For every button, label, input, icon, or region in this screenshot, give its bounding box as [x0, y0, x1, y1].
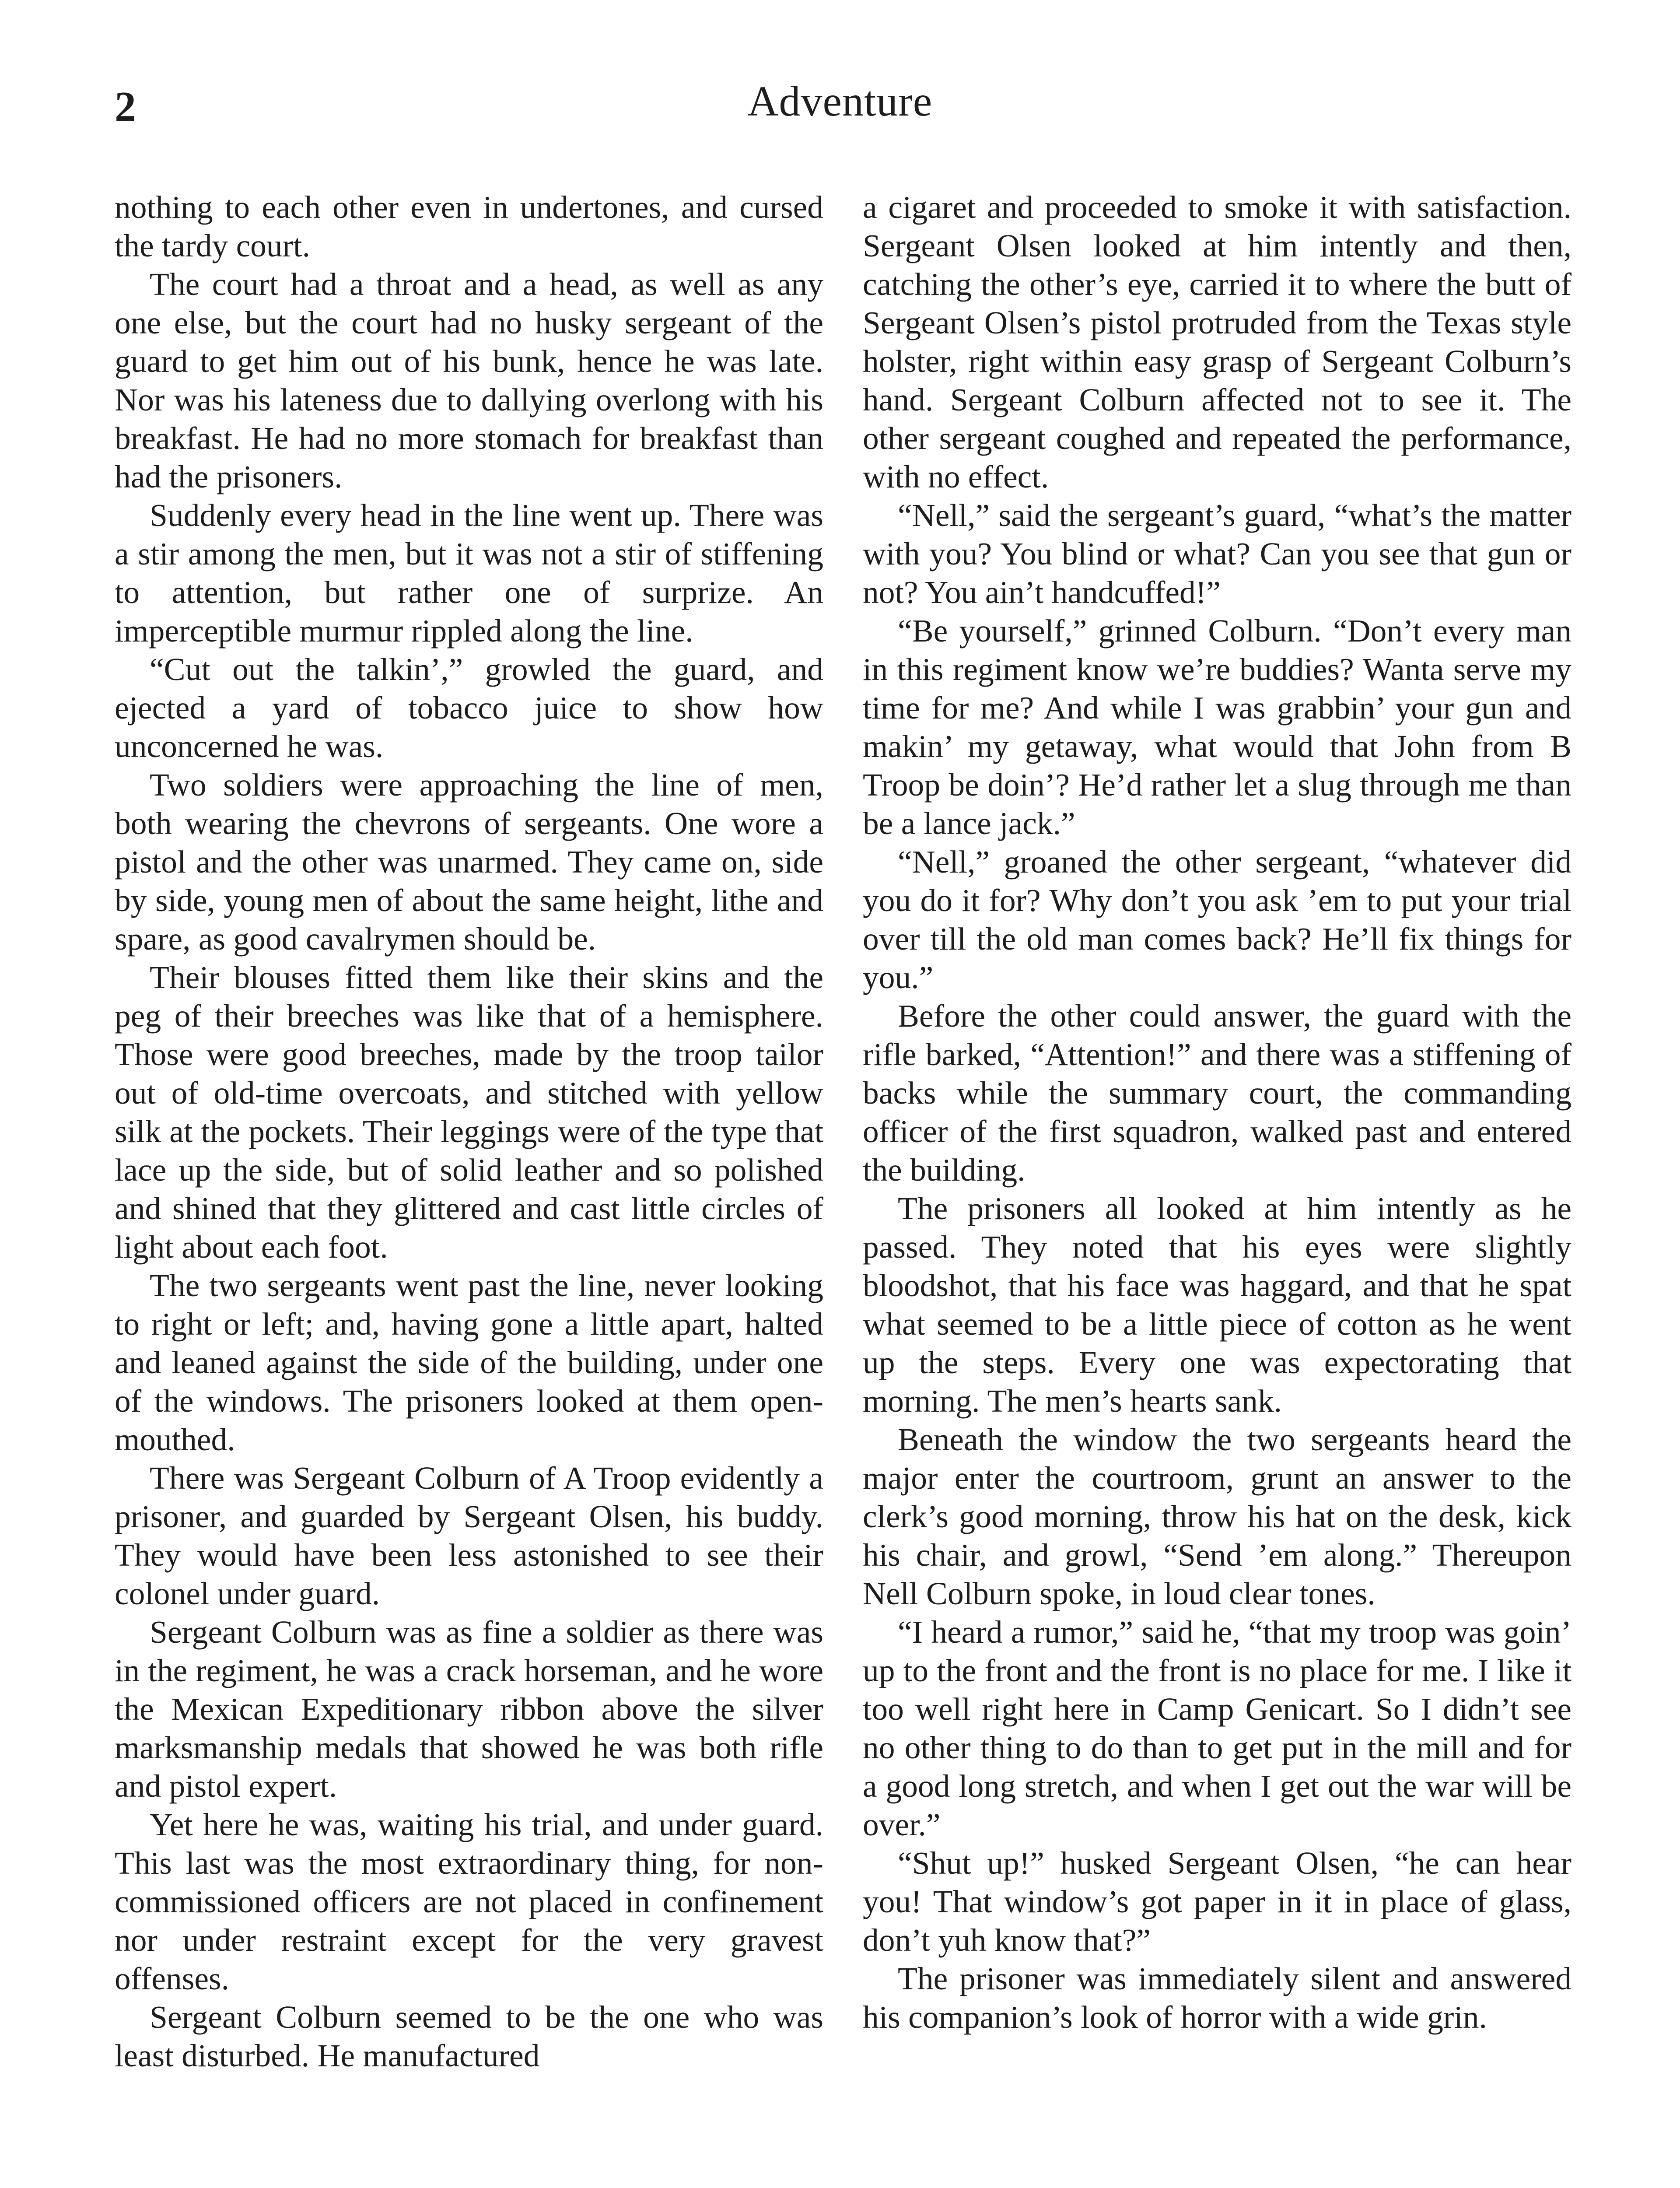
paragraph: Suddenly every head in the line went up. There was a stir among the men, but it was not a stir of stiffening to attention, but rather one of surprize. An imperceptible murmur rippled along the line. — [115, 498, 823, 649]
paragraph: “I heard a rumor,” said he, “that my troop was goin’ up to the front and the front is no place for me. I like it too well right here in Camp Genicart. So I didn’t see no other thing to do than to get put in the mill and for a good long stretch, and when I get out the war will be over.” — [863, 1614, 1572, 1842]
paragraph: The court had a throat and a head, as well as any one else, but the court had no husky sergeant of the guard to get him out of his bunk, hence he was late. Nor was his lateness due to dallying overlong with his breakfast. He had no more stomach for breakfast than had the prisoners. — [115, 266, 823, 494]
paragraph: Beneath the window the two sergeants heard the major enter the courtroom, grunt an answer to the clerk’s good morning, throw his hat on the desk, kick his chair, and growl, “Send ’em along.” Thereupon Nell Colburn spoke, in loud clear tones. — [863, 1422, 1572, 1611]
paragraph: The prisoners all looked at him intently as he passed. They noted that his eyes were slightly bloodshot, that his face was haggard, and that he spat what seemed to be a little piece of cotton as he went up the steps. Every one was expectorating that morning. The men’s hearts sank. — [863, 1191, 1572, 1419]
paragraph: nothing to each other even in undertones, and cursed the tardy court. — [115, 189, 823, 263]
paragraph: “Nell,” said the sergeant’s guard, “what’s the matter with you? You blind or what? Can you see that gun or not? You ain’t handcuffed!” — [863, 498, 1572, 610]
running-title: Adventure — [747, 78, 933, 125]
paragraph: Their blouses fitted them like their skins and the peg of their breeches was like that of a hemisphere. Those were good breeches, made by the troop tailor out of old-time overcoats, and stitched with yellow silk at the pockets. Their leggings were of the type that lace up the side, but of solid leather and so polished and shined that they glittered and cast little circles of light about each foot. — [115, 960, 823, 1265]
paragraph: Yet here he was, waiting his trial, and under guard. This last was the most extraordinary thing, for non-commissioned officers are not placed in confinement nor under restraint except for the very gravest offenses. — [115, 1807, 823, 1996]
right-column — [863, 188, 1572, 2037]
left-column — [115, 188, 823, 2075]
paragraph: The two sergeants went past the line, never looking to right or left; and, having gone a little apart, halted and leaned against the side of the building, under one of the windows. The prisoners looked at them open-mouthed. — [115, 1268, 823, 1457]
paragraph: Sergeant Colburn was as fine a soldier as there was in the regiment, he was a crack horseman, and he wore the Mexican Expeditionary ribbon above the silver marksmanship medals that showed he was both rifle and pistol expert. — [115, 1614, 823, 1804]
paragraph: “Shut up!” husked Sergeant Olsen, “he can hear you! That window’s got paper in it in place of glass, don’t yuh know that?” — [863, 1845, 1572, 1958]
paragraph: There was Sergeant Colburn of A Troop evidently a prisoner, and guarded by Sergeant Olsen, his buddy. They would have been less astonished to see their colonel under guard. — [115, 1460, 823, 1611]
paragraph: Before the other could answer, the guard with the rifle barked, “Attention!” and there was a stiffening of backs while the summary court, the commanding officer of the first squadron, walked past and entered the building. — [863, 998, 1572, 1188]
paragraph: “Be yourself,” grinned Colburn. “Don’t every man in this regiment know we’re buddies? Wanta serve my time for me? And while I was grabbin’ your gun and makin’ my getaway, what would that John from B Troop be doin’? He’d rather let a slug through me than be a lance jack.” — [863, 613, 1572, 841]
paragraph: “Cut out the talkin’,” growled the guard, and ejected a yard of tobacco juice to show how unconcerned he was. — [115, 652, 823, 764]
paragraph: “Nell,” groaned the other sergeant, “whatever did you do it for? Why don’t you ask ’em to put your trial over till the old man comes back? He’ll fix things for you.” — [863, 844, 1572, 995]
paragraph: Two soldiers were approaching the line of men, both wearing the chevrons of sergeants. One wore a pistol and the other was unarmed. They came on, side by side, young men of about the same height, lithe and spare, as good cavalrymen should be. — [115, 767, 823, 957]
page-number: 2 — [115, 83, 136, 130]
paragraph: a cigaret and proceeded to smoke it with satisfaction. Sergeant Olsen looked at him intently and then, catching the other’s eye, carried it to where the butt of Sergeant Olsen’s pistol protruded from the Texas style holster, right within easy grasp of Sergeant Colburn’s hand. Sergeant Colburn affected not to see it. The other sergeant coughed and repeated the performance, with no effect. — [863, 189, 1572, 494]
paragraph: Sergeant Colburn seemed to be the one who was least disturbed. He manufactured — [115, 1999, 823, 2073]
paragraph: The prisoner was immediately silent and answered his companion’s look of horror with a wide grin. — [863, 1961, 1572, 2035]
